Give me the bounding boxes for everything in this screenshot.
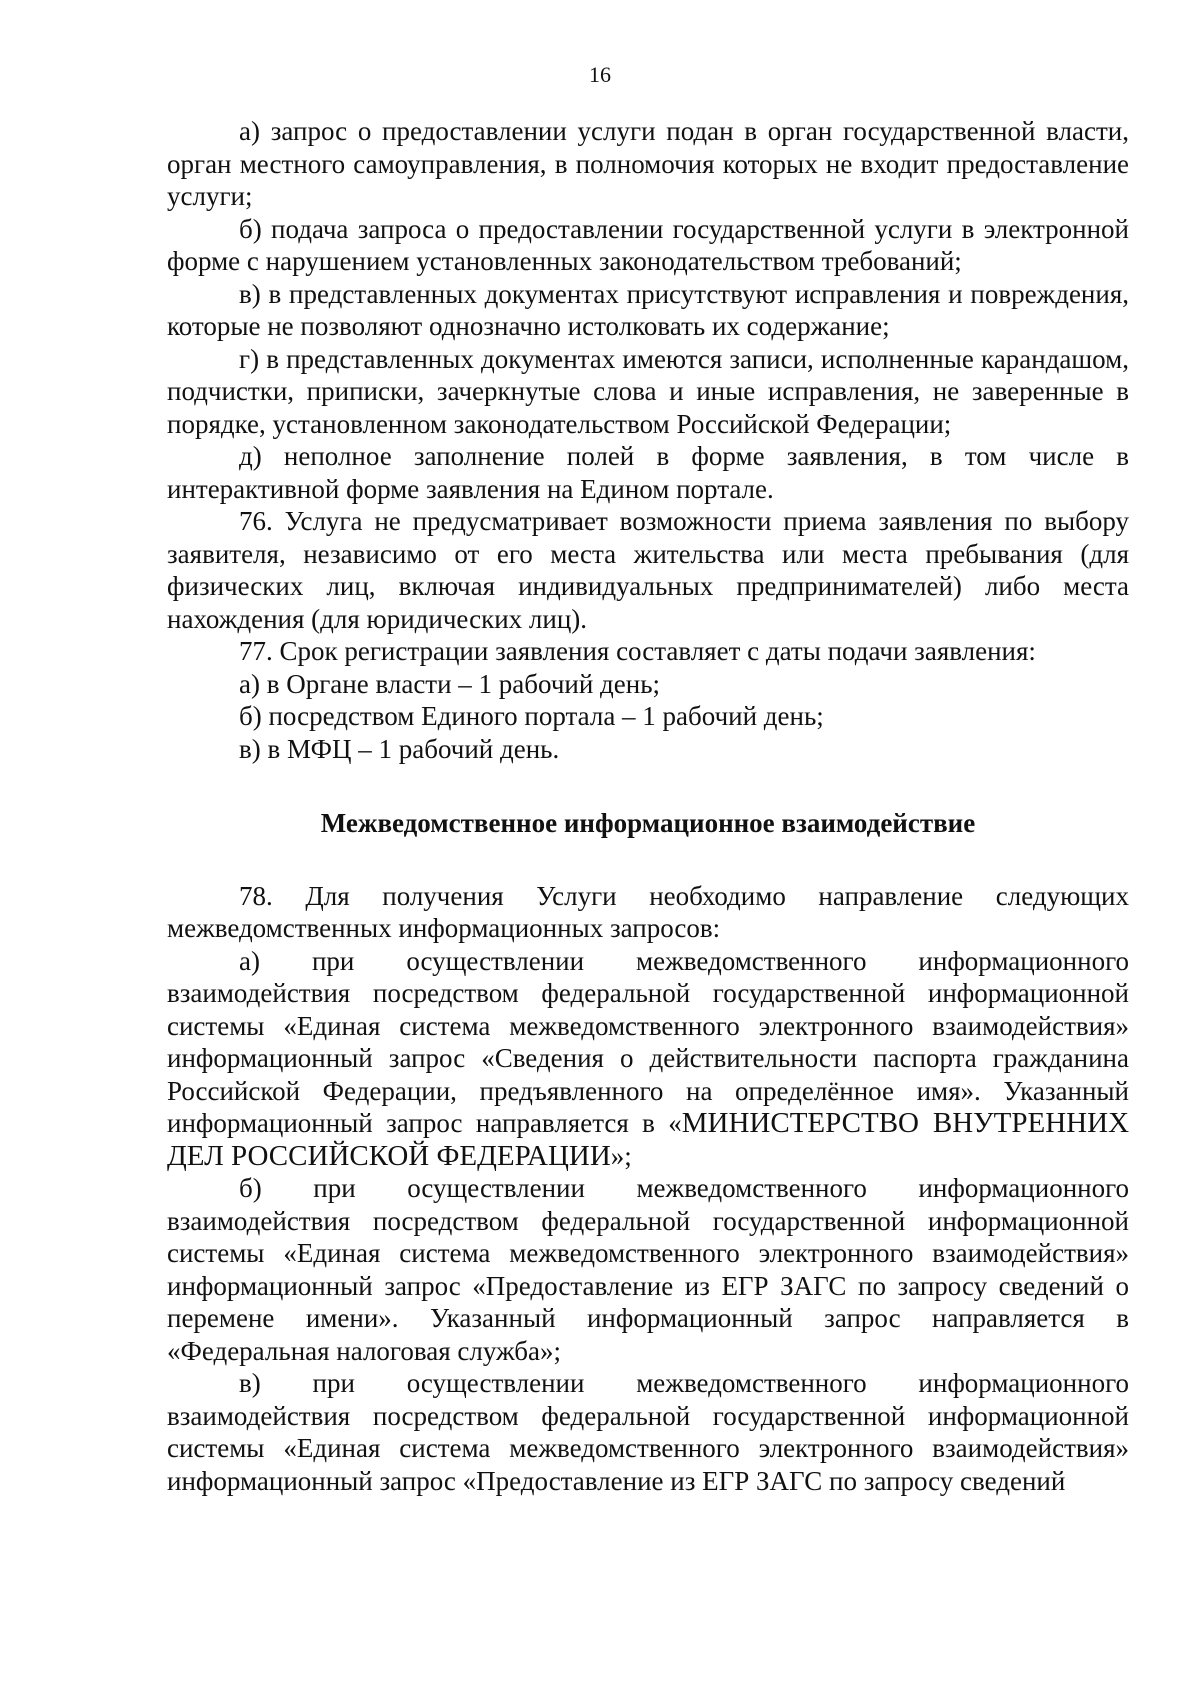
- ministry-name: МИНИСТЕРСТВО ВНУТРЕННИХ ДЕЛ РОССИЙСКОЙ ФЕДЕРАЦИИ: [167, 1107, 1130, 1172]
- paragraph-item-g: г) в представленных документах имеются записи, исполненные карандашом, подчистки, приписки, зачеркнутые слова и иные исправления, не заверенные в порядке, установленном законодательством Российской Федерации;: [167, 343, 1129, 439]
- paragraph-78-a: [167, 945, 1129, 1173]
- paragraph-item-d: д) неполное заполнение полей в форме заявления, в том числе в интерактивной форме заявления на Едином портале.: [167, 441, 1129, 504]
- paragraph-78-a-text: а) при осуществлении межведомственного информационного взаимодействия посредством федеральной государственной информационной системы «Единая система межведомственного электронного взаимодействия» информационный запрос «Сведения о действительности паспорта гражданина Российской Федерации, предъявленного на определённое имя». Указанный информационный запрос направляется в «: [167, 945, 1129, 1138]
- paragraph-78-v: в) при осуществлении межведомственного информационного взаимодействия посредством федеральной государственной информационной системы «Единая система межведомственного электронного взаимодействия» информационный запрос «Предоставление из ЕГР ЗАГС по запросу сведений: [167, 1368, 1129, 1496]
- paragraph-item-b: б) подача запроса о предоставлении государственной услуги в электронной форме с нарушением установленных законодательством требований;: [167, 213, 1129, 276]
- paragraph-78-b: б) при осуществлении межведомственного информационного взаимодействия посредством федеральной государственной информационной системы «Единая система межведомственного электронного взаимодействия» информационный запрос «Предоставление из ЕГР ЗАГС по запросу сведений о перемене имени». Указанный информационный запрос направляется в «Федеральная налоговая служба»;: [167, 1173, 1129, 1366]
- paragraph-77-v: в) в МФЦ – 1 рабочий день.: [239, 733, 560, 764]
- paragraph-77: 77. Срок регистрации заявления составляет с даты подачи заявления:: [239, 636, 1036, 666]
- section-heading: Межведомственное информационное взаимодействие: [320, 808, 976, 838]
- paragraph-78: 78. Для получения Услуги необходимо направление следующих межведомственных информационных запросов:: [167, 880, 1129, 943]
- paragraph-78-a-end: »;: [610, 1140, 632, 1171]
- paragraph-item-a: а) запрос о предоставлении услуги подан в орган государственной власти, орган местного самоуправления, в полномочия которых не входит предоставление услуги;: [167, 116, 1129, 211]
- paragraph-76: 76. Услуга не предусматривает возможности приема заявления по выбору заявителя, независимо от его места жительства или места пребывания (для физических лиц, включая индивидуальных предпринимателей) либо места нахождения (для юридических лиц).: [167, 506, 1129, 634]
- document-body: [167, 115, 1129, 1497]
- paragraph-77-b: б) посредством Единого портала – 1 рабочий день;: [239, 701, 824, 731]
- paragraph-item-v: в) в представленных документах присутствуют исправления и повреждения, которые не позволяют однозначно истолковать их содержание;: [167, 278, 1129, 341]
- page-number: 16: [589, 62, 611, 87]
- paragraph-77-a: а) в Органе власти – 1 рабочий день;: [239, 668, 661, 699]
